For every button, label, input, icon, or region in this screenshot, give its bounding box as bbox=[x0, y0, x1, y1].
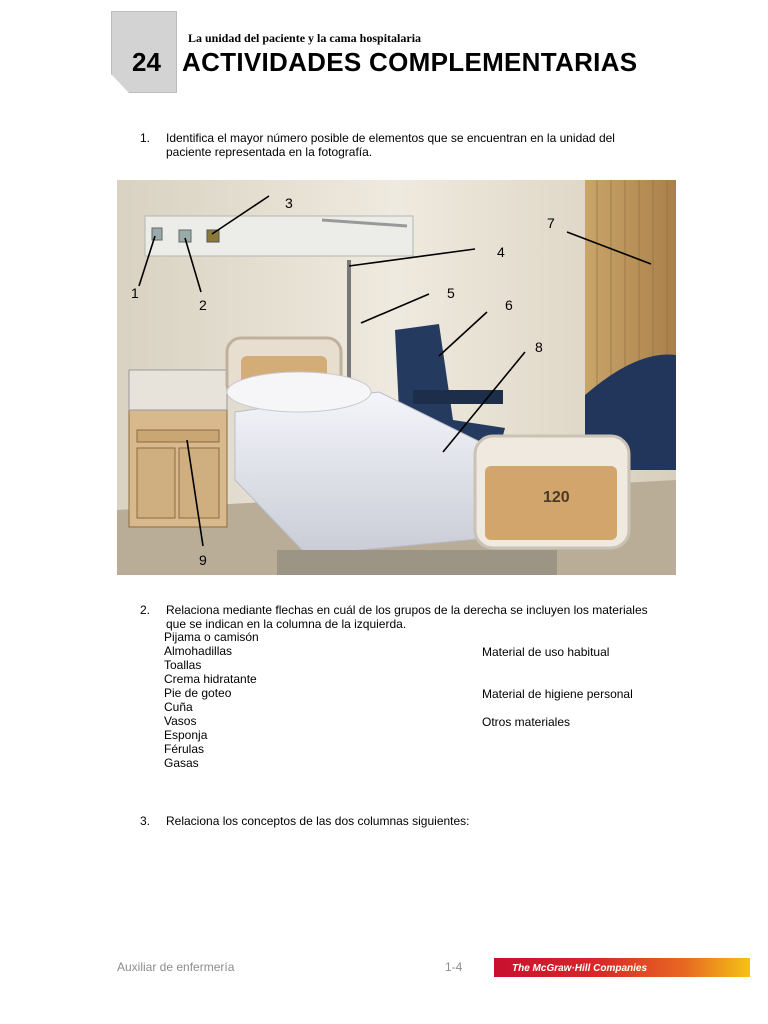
question-3-number: 3. bbox=[140, 814, 151, 828]
outlet-3 bbox=[207, 230, 219, 242]
material-item: Cuña bbox=[164, 700, 193, 714]
material-item: Pijama o camisón bbox=[164, 630, 259, 644]
photo-label-6: 6 bbox=[505, 297, 513, 313]
pillow bbox=[227, 372, 371, 412]
photo-label-1: 1 bbox=[131, 285, 139, 301]
group-higiene: Material de higiene personal bbox=[482, 687, 633, 701]
photo-label-2: 2 bbox=[199, 297, 207, 313]
material-item: Almohadillas bbox=[164, 644, 233, 658]
photo-label-3: 3 bbox=[285, 195, 293, 211]
bed-plate-text: 120 bbox=[543, 489, 570, 506]
publisher-logo-text: The McGraw·Hill Companies bbox=[512, 963, 648, 974]
material-item: Toallas bbox=[164, 658, 202, 672]
publisher-logo bbox=[494, 958, 750, 977]
question-1-text: Identifica el mayor número posible de elementos que se encuentran en la unidad del paciente representada en la fotografía. bbox=[166, 131, 615, 159]
material-item: Esponja bbox=[164, 728, 208, 742]
material-item: Gasas bbox=[164, 756, 199, 770]
photo-label-7: 7 bbox=[547, 215, 555, 231]
question-2-number: 2. bbox=[140, 603, 151, 617]
patient-unit-photo bbox=[117, 180, 676, 575]
material-item: Pie de goteo bbox=[164, 686, 232, 700]
photo-label-8: 8 bbox=[535, 339, 543, 355]
photo-label-9: 9 bbox=[199, 552, 207, 568]
material-item: Vasos bbox=[164, 714, 197, 728]
chapter-number: 24 bbox=[132, 47, 161, 77]
chapter-tab-corner bbox=[111, 74, 129, 93]
group-otros: Otros materiales bbox=[482, 715, 571, 729]
question-2-text: Relaciona mediante flechas en cuál de los grupos de la derecha se incluyen los materiales que se indican en la columna de la izquierda. bbox=[166, 603, 648, 631]
question-1-number: 1. bbox=[140, 131, 151, 145]
photo-label-5: 5 bbox=[447, 285, 455, 301]
photo-label-4: 4 bbox=[497, 244, 505, 260]
material-item: Férulas bbox=[164, 742, 205, 756]
material-item: Crema hidratante bbox=[164, 672, 257, 686]
footer-book-title: Auxiliar de enfermería bbox=[117, 960, 235, 974]
group-habitual: Material de uso habitual bbox=[482, 645, 610, 659]
chapter-subtitle: La unidad del paciente y la cama hospitalaria bbox=[188, 31, 422, 45]
materials-list bbox=[164, 630, 259, 770]
question-3-text: Relaciona los conceptos de las dos columnas siguientes: bbox=[166, 814, 470, 828]
page-title: ACTIVIDADES COMPLEMENTARIAS bbox=[182, 47, 638, 77]
footer-page-number: 1-4 bbox=[445, 960, 463, 974]
